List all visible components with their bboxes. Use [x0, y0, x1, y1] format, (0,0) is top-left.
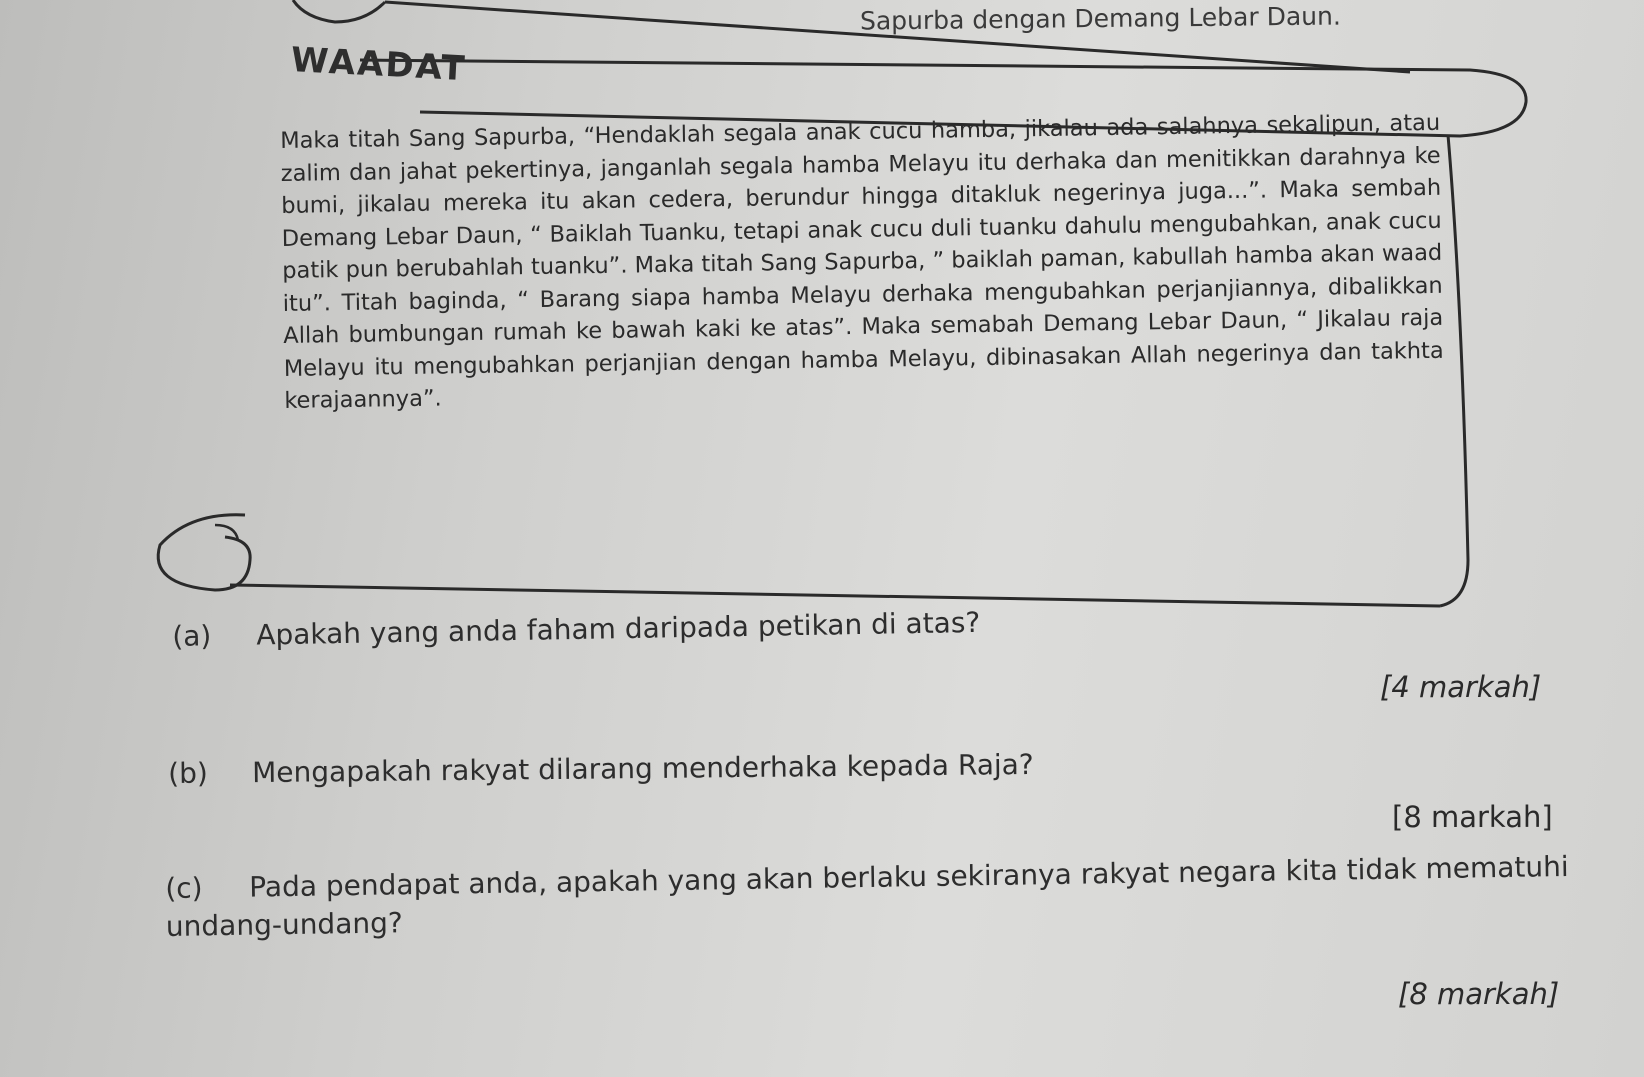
- question-text: Apakah yang anda faham daripada petikan di atas?: [255, 605, 981, 652]
- question-letter: (a): [172, 619, 212, 653]
- previous-section-text: Sapurba dengan Demang Lebar Daun.: [859, 1, 1341, 36]
- marks-a: [4 markah]: [1380, 670, 1542, 704]
- question-letter: (c): [165, 871, 203, 905]
- question-letter: (b): [168, 756, 208, 790]
- marks-b: [8 markah]: [1392, 800, 1553, 834]
- marks-c: [8 markah]: [1398, 977, 1560, 1011]
- question-text: Mengapakah rakyat dilarang menderhaka kepada Raja?: [251, 747, 1034, 790]
- passage-heading: WAADAT: [289, 40, 468, 90]
- passage-box: [280, 107, 1444, 418]
- question-text: Pada pendapat anda, apakah yang akan berlaku sekiranya rakyat negara kita tidak mematuhi undang-undang?: [165, 849, 1569, 943]
- passage-text: Maka titah Sang Sapurba, “Hendaklah segala anak cucu hamba, jikalau ada salahnya sekalipun, atau zalim dan jahat pekertinya, janganlah segala hamba Melayu itu derhaka dan menitikkan darahnya ke bumi, jikalau mereka itu akan cedera, berundur hingga ditakluk negerinya juga...”. Maka sembah Demang Lebar Daun, “ Baiklah Tuanku, tetapi anak cucu duli tuanku dahulu mengubahkan, anak cucu patik pun berubahlah tuanku”. Maka titah Sang Sapurba, ” baiklah paman, kabullah hamba akan waad itu”. Titah baginda, “ Barang siapa hamba Melayu derhaka mengubahkan perjanjiannya, dibalikkan Allah bumbungan rumah ke bawah kaki ke atas”. Maka semabah Demang Lebar Daun, “ Jikalau raja Melayu itu mengubahkan perjanjian dengan hamba Melayu, dibinasakan Allah negerinya dan takhta kerajaannya”.: [280, 109, 1444, 414]
